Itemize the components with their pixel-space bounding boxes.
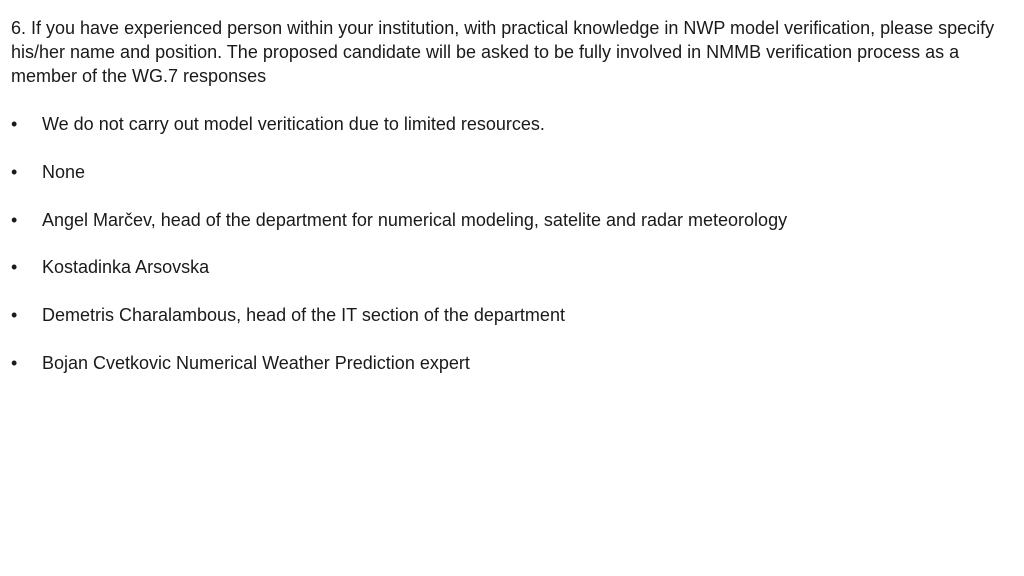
answer-text: Bojan Cvetkovic Numerical Weather Prediction expert xyxy=(42,352,470,373)
answer-text: Kostadinka Arsovska xyxy=(42,257,210,278)
bullet-icon: • xyxy=(11,305,18,326)
answer-text: None xyxy=(42,161,86,182)
answer-text: We do not carry out model veritication due to limited resources. xyxy=(42,114,545,134)
answer-text: Angel Marčev, head of the department for numerical modeling, satelite and radar meteorology xyxy=(42,209,788,230)
bullet-icon: • xyxy=(11,114,18,134)
bullet-icon: • xyxy=(11,352,18,373)
bullet-icon: • xyxy=(11,161,18,182)
question-text: 6. If you have experienced person within your institution, with practical knowledge in NWP model verification, please specify his/her name and position. The proposed candidate will be asked to be fully involved in NMMB verification process as a member of the WG.7 responses xyxy=(11,18,995,86)
bullet-icon: • xyxy=(11,257,18,278)
answer-text: Demetris Charalambous, head of the IT section of the department xyxy=(42,305,565,326)
bullet-icon: • xyxy=(11,209,18,230)
